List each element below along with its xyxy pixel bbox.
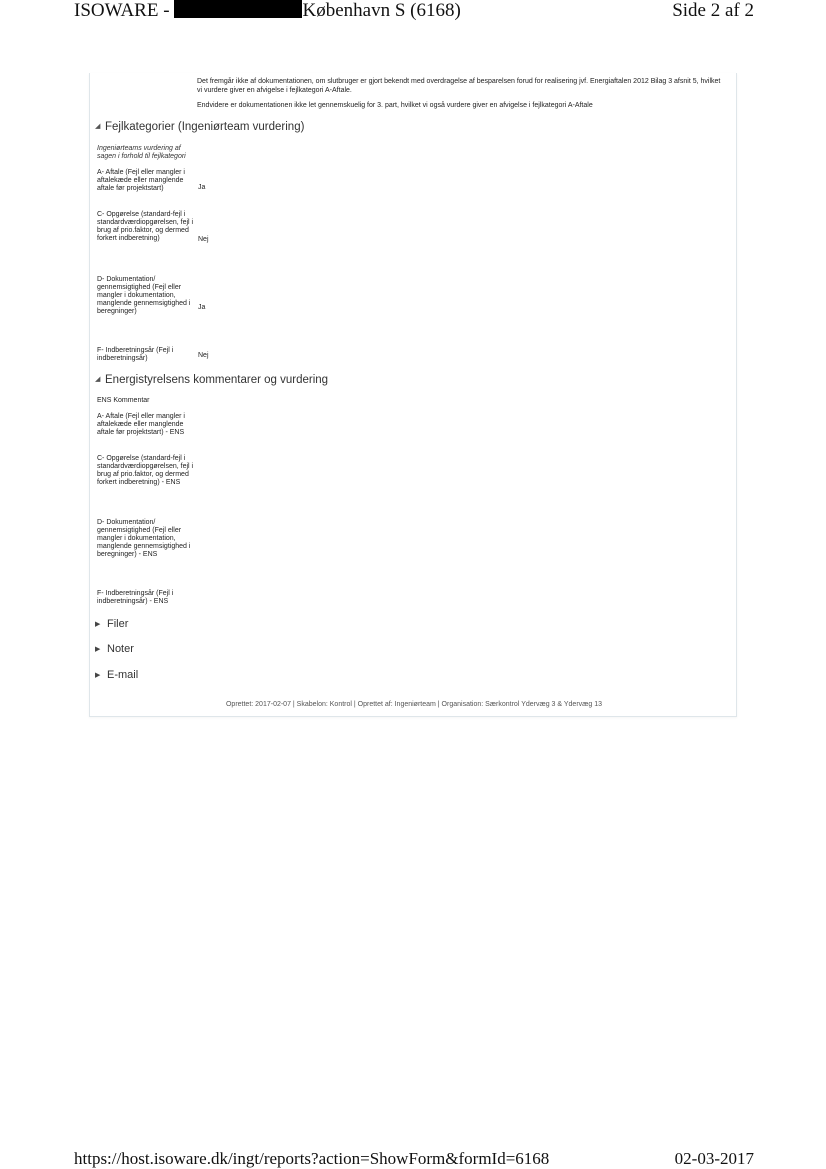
ens-row-label: F- Indberetningsår (Fejl i indberetningsår) - ENS — [97, 590, 174, 605]
print-header — [74, 0, 754, 26]
section-filer-title: Filer — [107, 618, 129, 630]
section-fejlkategorier-header[interactable] — [95, 121, 304, 133]
section-email-header[interactable] — [95, 669, 138, 681]
section-ens-title: Energistyrelsens kommentarer og vurdering — [105, 374, 329, 386]
form-meta-info: Oprettet: 2017-02-07 | Skabelon: Kontrol | Oprettet af: Ingeniørteam | Organisation: Særkontrol Ydervæg 3 & Ydervæg 13 — [225, 701, 602, 708]
intro-text — [197, 77, 727, 116]
section-noter-title: Noter — [107, 643, 134, 655]
section-fejlkategorier-title: Fejlkategorier (Ingeniørteam vurdering) — [105, 121, 305, 133]
intro-paragraph-2: Endvidere er dokumentationen ikke let gennemskuelig for 3. part, hvilket vi også vurdere giver en afvigelse i fejlkategori A-Aftale — [197, 102, 593, 109]
redacted-block — [174, 0, 302, 18]
section-ens-header[interactable] — [95, 374, 328, 386]
expanded-triangle-icon: ◢ — [95, 376, 101, 383]
intro-paragraph-1: Det fremgår ikke af dokumentationen, om slutbruger er gjort bekendt med overdragelse af besparelsen forud for realisering jvf. Energiaftalen 2012 Bilag 3 afsnit 5, hvilket vi vurdere giver en afvigelse i fejlkategori A-Aftale. — [197, 78, 721, 94]
fejl-row-value: Ja — [198, 304, 206, 311]
section-filer-header[interactable] — [95, 618, 128, 630]
collapsed-triangle-icon: ▶ — [95, 621, 101, 628]
collapsed-triangle-icon: ▶ — [95, 646, 101, 653]
expanded-triangle-icon: ◢ — [95, 123, 101, 130]
header-left — [74, 0, 461, 22]
print-footer — [74, 1149, 754, 1169]
section-noter-header[interactable] — [95, 643, 134, 655]
ens-row-label: A- Aftale (Fejl eller mangler i aftalekæde eller manglende aftale før projektstart) - ENS — [97, 413, 185, 436]
fejl-row-label: F- Indberetningsår (Fejl i indberetningsår) — [97, 347, 174, 362]
fejl-row-value: Nej — [198, 236, 209, 243]
fejl-row-label: A- Aftale (Fejl eller mangler i aftalekæde eller manglende aftale før projektstart) — [97, 169, 185, 192]
fejl-subtitle: Ingeniørteams vurdering af sagen i forhold til fejlkategori — [97, 145, 186, 160]
app-title: ISOWARE - — [74, 0, 170, 21]
fejl-row-label: D- Dokumentation/ gennemsigtighed (Fejl eller mangler i dokumentation, manglende gennemsigtighed i beregninger) — [97, 276, 191, 315]
location-title: København S (6168) — [302, 0, 461, 21]
page-number: Side 2 af 2 — [672, 0, 754, 21]
fejl-row-label: C- Opgørelse (standard-fejl i standardværdiopgørelsen, fejl i brug af prio.faktor, og dermed forkert indberetning) — [97, 211, 194, 242]
fejl-row-value: Ja — [198, 184, 206, 191]
ens-row-label: C- Opgørelse (standard-fejl i standardværdiopgørelsen, fejl i brug af prio.faktor, og dermed forkert indberetning) - ENS — [97, 455, 194, 486]
collapsed-triangle-icon: ▶ — [95, 672, 101, 679]
section-email-title: E-mail — [107, 669, 139, 681]
page-url: https://host.isoware.dk/ingt/reports?action=ShowForm&formId=6168 — [74, 1149, 550, 1168]
print-date: 02-03-2017 — [674, 1149, 754, 1168]
ens-comment-label: ENS Kommentar — [97, 397, 150, 404]
fejl-row-value: Nej — [198, 352, 209, 359]
ens-row-label: D- Dokumentation/ gennemsigtighed (Fejl eller mangler i dokumentation, manglende gennemsigtighed i beregninger) - ENS — [97, 519, 191, 558]
form-panel — [89, 73, 737, 717]
